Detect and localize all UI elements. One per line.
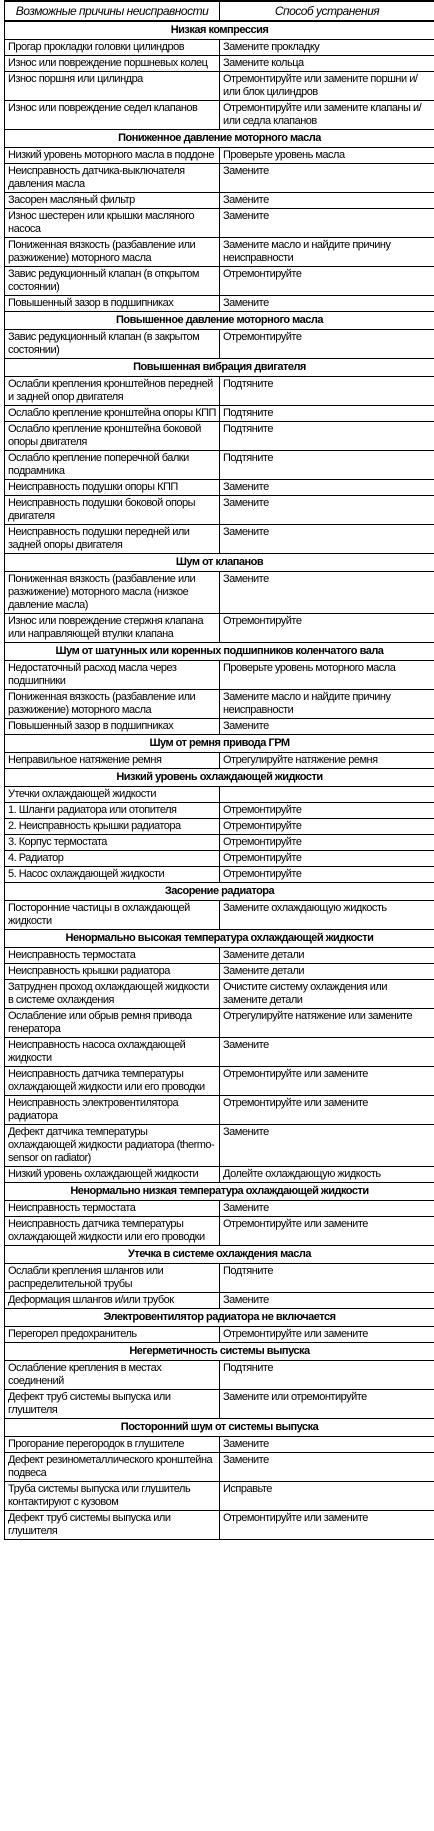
table-row — [5, 980, 434, 1009]
remedy-cell: Замените кольца — [220, 56, 434, 72]
table-row — [5, 422, 434, 451]
table-row — [5, 614, 434, 643]
cause-cell: Завис редукционный клапан (в закрытом состоянии) — [5, 330, 220, 359]
remedy-cell: Проверьте уровень масла — [220, 148, 434, 164]
cause-cell: Неисправность насоса охлаждающей жидкости — [5, 1038, 220, 1067]
cause-cell: Износ поршня или цилиндра — [5, 72, 220, 101]
cause-cell: Пониженная вязкость (разбавление или разжижение) моторного масла — [5, 690, 220, 719]
table-row — [5, 1437, 434, 1453]
section-title: Шум от клапанов — [5, 554, 434, 572]
table-row — [5, 661, 434, 690]
troubleshooting-table — [4, 0, 434, 1540]
cause-cell: Затруднен проход охлаждающей жидкости в системе охлаждения — [5, 980, 220, 1009]
cause-cell: Ослабло крепление кронштейна опоры КПП — [5, 406, 220, 422]
table-row — [5, 148, 434, 164]
remedy-cell: Отремонтируйте или замените — [220, 1096, 434, 1125]
table-row — [5, 1125, 434, 1167]
cause-cell: Прогар прокладки головки цилиндров — [5, 40, 220, 56]
cause-cell: Повышенный зазор в подшипниках — [5, 296, 220, 312]
remedy-cell: Замените — [220, 164, 434, 193]
remedy-cell: Отремонтируйте — [220, 851, 434, 867]
section-header-row — [5, 769, 434, 787]
cause-cell: Неисправность электровентилятора радиатора — [5, 1096, 220, 1125]
section-title: Повышенная вибрация двигателя — [5, 359, 434, 377]
cause-cell: Ослабло крепление поперечной балки подрамника — [5, 451, 220, 480]
remedy-cell: Очистите систему охлаждения или замените детали — [220, 980, 434, 1009]
cause-cell: Ослабло крепление кронштейна боковой опоры двигателя — [5, 422, 220, 451]
cause-cell: Низкий уровень охлаждающей жидкости — [5, 1167, 220, 1183]
remedy-cell: Отремонтируйте — [220, 819, 434, 835]
section-title: Засорение радиатора — [5, 883, 434, 901]
remedy-cell: Отремонтируйте — [220, 867, 434, 883]
cause-cell: Неисправность подушки боковой опоры двигателя — [5, 496, 220, 525]
cause-cell: Завис редукционный клапан (в открытом состоянии) — [5, 267, 220, 296]
remedy-cell: Замените — [220, 1201, 434, 1217]
cause-cell: Ослабли крепления шлангов или распределительной трубы — [5, 1264, 220, 1293]
table-row — [5, 377, 434, 406]
table-row — [5, 296, 434, 312]
remedy-cell: Подтяните — [220, 1264, 434, 1293]
table-row — [5, 690, 434, 719]
table-row — [5, 238, 434, 267]
remedy-cell: Отремонтируйте — [220, 614, 434, 643]
cause-cell: Износ или повреждение стержня клапана или направляющей втулки клапана — [5, 614, 220, 643]
table-row — [5, 753, 434, 769]
table-row — [5, 1361, 434, 1390]
cause-cell: Неисправность датчика температуры охлаждающей жидкости или его проводки — [5, 1067, 220, 1096]
remedy-cell: Замените детали — [220, 948, 434, 964]
remedy-cell: Замените — [220, 296, 434, 312]
cause-cell: Низкий уровень моторного масла в поддоне — [5, 148, 220, 164]
section-title: Низкий уровень охлаждающей жидкости — [5, 769, 434, 787]
cause-cell: Пониженная вязкость (разбавление или разжижение) моторного масла — [5, 238, 220, 267]
remedy-cell: Отремонтируйте — [220, 803, 434, 819]
table-row — [5, 901, 434, 930]
cause-cell: Утечки охлаждающей жидкости — [5, 787, 220, 803]
cause-cell: Деформация шлангов и/или трубок — [5, 1293, 220, 1309]
table-row — [5, 1390, 434, 1419]
table-row — [5, 1327, 434, 1343]
remedy-cell: Подтяните — [220, 1361, 434, 1390]
remedy-cell: Замените охлаждающую жидкость — [220, 901, 434, 930]
section-title: Шум от ремня привода ГРМ — [5, 735, 434, 753]
table-row — [5, 40, 434, 56]
remedy-cell — [220, 787, 434, 803]
section-header-row — [5, 1309, 434, 1327]
remedy-cell: Замените — [220, 209, 434, 238]
remedy-cell: Отрегулируйте натяжение ремня — [220, 753, 434, 769]
cause-cell: Дефект труб системы выпуска или глушителя — [5, 1390, 220, 1419]
section-header-row — [5, 1183, 434, 1201]
cause-cell: Ослабление или обрыв ремня привода генератора — [5, 1009, 220, 1038]
section-header-row — [5, 930, 434, 948]
remedy-cell: Замените или отремонтируйте — [220, 1390, 434, 1419]
table-row — [5, 1217, 434, 1246]
remedy-cell: Замените — [220, 719, 434, 735]
remedy-cell: Замените — [220, 1125, 434, 1167]
remedy-cell: Замените — [220, 1038, 434, 1067]
cause-cell: Труба системы выпуска или глушитель контактируют с кузовом — [5, 1482, 220, 1511]
section-header-row — [5, 735, 434, 753]
remedy-cell: Замените — [220, 1437, 434, 1453]
section-title: Повышенное давление моторного масла — [5, 312, 434, 330]
cause-cell: Засорен масляный фильтр — [5, 193, 220, 209]
table-row — [5, 1293, 434, 1309]
header-cause: Возможные причины неисправности — [5, 1, 220, 21]
cause-cell: Неисправность подушки опоры КПП — [5, 480, 220, 496]
cause-cell: 3. Корпус термостата — [5, 835, 220, 851]
cause-cell: 1. Шланги радиатора или отопителя — [5, 803, 220, 819]
table-row — [5, 480, 434, 496]
section-header-row — [5, 1419, 434, 1437]
table-row — [5, 406, 434, 422]
cause-cell: Ослабли крепления кронштейнов передней и задней опор двигателя — [5, 377, 220, 406]
remedy-cell: Отремонтируйте или замените — [220, 1067, 434, 1096]
cause-cell: Повышенный зазор в подшипниках — [5, 719, 220, 735]
remedy-cell: Отрегулируйте натяжение или замените — [220, 1009, 434, 1038]
remedy-cell: Отремонтируйте или замените — [220, 1327, 434, 1343]
remedy-cell: Отремонтируйте — [220, 330, 434, 359]
remedy-cell: Подтяните — [220, 377, 434, 406]
remedy-cell: Замените — [220, 496, 434, 525]
remedy-cell: Отремонтируйте или замените — [220, 1217, 434, 1246]
cause-cell: Износ шестерен или крышки масляного насоса — [5, 209, 220, 238]
table-row — [5, 719, 434, 735]
remedy-cell: Замените прокладку — [220, 40, 434, 56]
section-header-row — [5, 130, 434, 148]
section-title: Электровентилятор радиатора не включается — [5, 1309, 434, 1327]
cause-cell: Дефект труб системы выпуска или глушителя — [5, 1511, 220, 1540]
section-header-row — [5, 883, 434, 901]
cause-cell: Износ или повреждение седел клапанов — [5, 101, 220, 130]
table-row — [5, 1264, 434, 1293]
table-row — [5, 56, 434, 72]
section-header-row — [5, 554, 434, 572]
section-header-row — [5, 1343, 434, 1361]
section-title: Низкая компрессия — [5, 21, 434, 40]
section-title: Утечка в системе охлаждения масла — [5, 1246, 434, 1264]
table-row — [5, 787, 434, 803]
cause-cell: Дефект резинометаллического кронштейна подвеса — [5, 1453, 220, 1482]
table-row — [5, 193, 434, 209]
remedy-cell: Замените масло и найдите причину неисправности — [220, 690, 434, 719]
cause-cell: Неисправность термостата — [5, 948, 220, 964]
remedy-cell: Замените — [220, 193, 434, 209]
cause-cell: Прогорание перегородок в глушителе — [5, 1437, 220, 1453]
cause-cell: 2. Неисправность крышки радиатора — [5, 819, 220, 835]
table-row — [5, 867, 434, 883]
remedy-cell: Замените — [220, 572, 434, 614]
remedy-cell: Подтяните — [220, 451, 434, 480]
remedy-cell: Отремонтируйте или замените клапаны и/или седла клапанов — [220, 101, 434, 130]
table-row — [5, 803, 434, 819]
remedy-cell: Отремонтируйте — [220, 835, 434, 851]
table-row — [5, 330, 434, 359]
header-remedy: Способ устранения — [220, 1, 434, 21]
remedy-cell: Замените детали — [220, 964, 434, 980]
cause-cell: Износ или повреждение поршневых колец — [5, 56, 220, 72]
remedy-cell: Проверьте уровень моторного масла — [220, 661, 434, 690]
table-row — [5, 1201, 434, 1217]
table-row — [5, 851, 434, 867]
remedy-cell: Подтяните — [220, 422, 434, 451]
table-row — [5, 1511, 434, 1540]
remedy-cell: Замените — [220, 480, 434, 496]
remedy-cell: Замените — [220, 525, 434, 554]
table-row — [5, 164, 434, 193]
section-title: Негерметичность системы выпуска — [5, 1343, 434, 1361]
section-header-row — [5, 359, 434, 377]
remedy-cell: Отремонтируйте — [220, 267, 434, 296]
cause-cell: Пониженная вязкость (разбавление или разжижение) моторного масла (низкое давление масла) — [5, 572, 220, 614]
table-row — [5, 496, 434, 525]
table-header-row — [5, 1, 434, 21]
section-header-row — [5, 21, 434, 40]
table-row — [5, 964, 434, 980]
table-row — [5, 267, 434, 296]
cause-cell: Неисправность датчика-выключателя давления масла — [5, 164, 220, 193]
table-row — [5, 1453, 434, 1482]
section-title: Пониженное давление моторного масла — [5, 130, 434, 148]
remedy-cell: Исправьте — [220, 1482, 434, 1511]
section-header-row — [5, 312, 434, 330]
table-body — [5, 21, 434, 1540]
table-row — [5, 209, 434, 238]
table-row — [5, 1067, 434, 1096]
section-title: Посторонний шум от системы выпуска — [5, 1419, 434, 1437]
cause-cell: 4. Радиатор — [5, 851, 220, 867]
table-row — [5, 819, 434, 835]
table-row — [5, 1009, 434, 1038]
section-title: Ненормально высокая температура охлаждающей жидкости — [5, 930, 434, 948]
section-header-row — [5, 643, 434, 661]
table-row — [5, 1038, 434, 1067]
table-row — [5, 451, 434, 480]
remedy-cell: Замените масло и найдите причину неисправности — [220, 238, 434, 267]
cause-cell: Ослабление крепления в местах соединений — [5, 1361, 220, 1390]
table-row — [5, 835, 434, 851]
table-row — [5, 1167, 434, 1183]
cause-cell: Посторонние частицы в охлаждающей жидкости — [5, 901, 220, 930]
remedy-cell: Долейте охлаждающую жидкость — [220, 1167, 434, 1183]
remedy-cell: Замените — [220, 1293, 434, 1309]
cause-cell: Неисправность подушки передней или задней опоры двигателя — [5, 525, 220, 554]
cause-cell: Неисправность крышки радиатора — [5, 964, 220, 980]
cause-cell: Недостаточный расход масла через подшипники — [5, 661, 220, 690]
remedy-cell: Замените — [220, 1453, 434, 1482]
cause-cell: Неисправность датчика температуры охлаждающей жидкости или его проводки — [5, 1217, 220, 1246]
cause-cell: Неправильное натяжение ремня — [5, 753, 220, 769]
cause-cell: Перегорел предохранитель — [5, 1327, 220, 1343]
table-row — [5, 525, 434, 554]
cause-cell: Дефект датчика температуры охлаждающей жидкости радиатора (thermo-sensor on radiator) — [5, 1125, 220, 1167]
remedy-cell: Отремонтируйте или замените — [220, 1511, 434, 1540]
table-row — [5, 948, 434, 964]
section-title: Ненормально низкая температура охлаждающей жидкости — [5, 1183, 434, 1201]
cause-cell: Неисправность термостата — [5, 1201, 220, 1217]
table-row — [5, 572, 434, 614]
table-row — [5, 72, 434, 101]
remedy-cell: Отремонтируйте или замените поршни и/или блок цилиндров — [220, 72, 434, 101]
section-title: Шум от шатунных или коренных подшипников коленчатого вала — [5, 643, 434, 661]
cause-cell: 5. Насос охлаждающей жидкости — [5, 867, 220, 883]
remedy-cell: Подтяните — [220, 406, 434, 422]
section-header-row — [5, 1246, 434, 1264]
table-row — [5, 101, 434, 130]
table-row — [5, 1096, 434, 1125]
table-row — [5, 1482, 434, 1511]
